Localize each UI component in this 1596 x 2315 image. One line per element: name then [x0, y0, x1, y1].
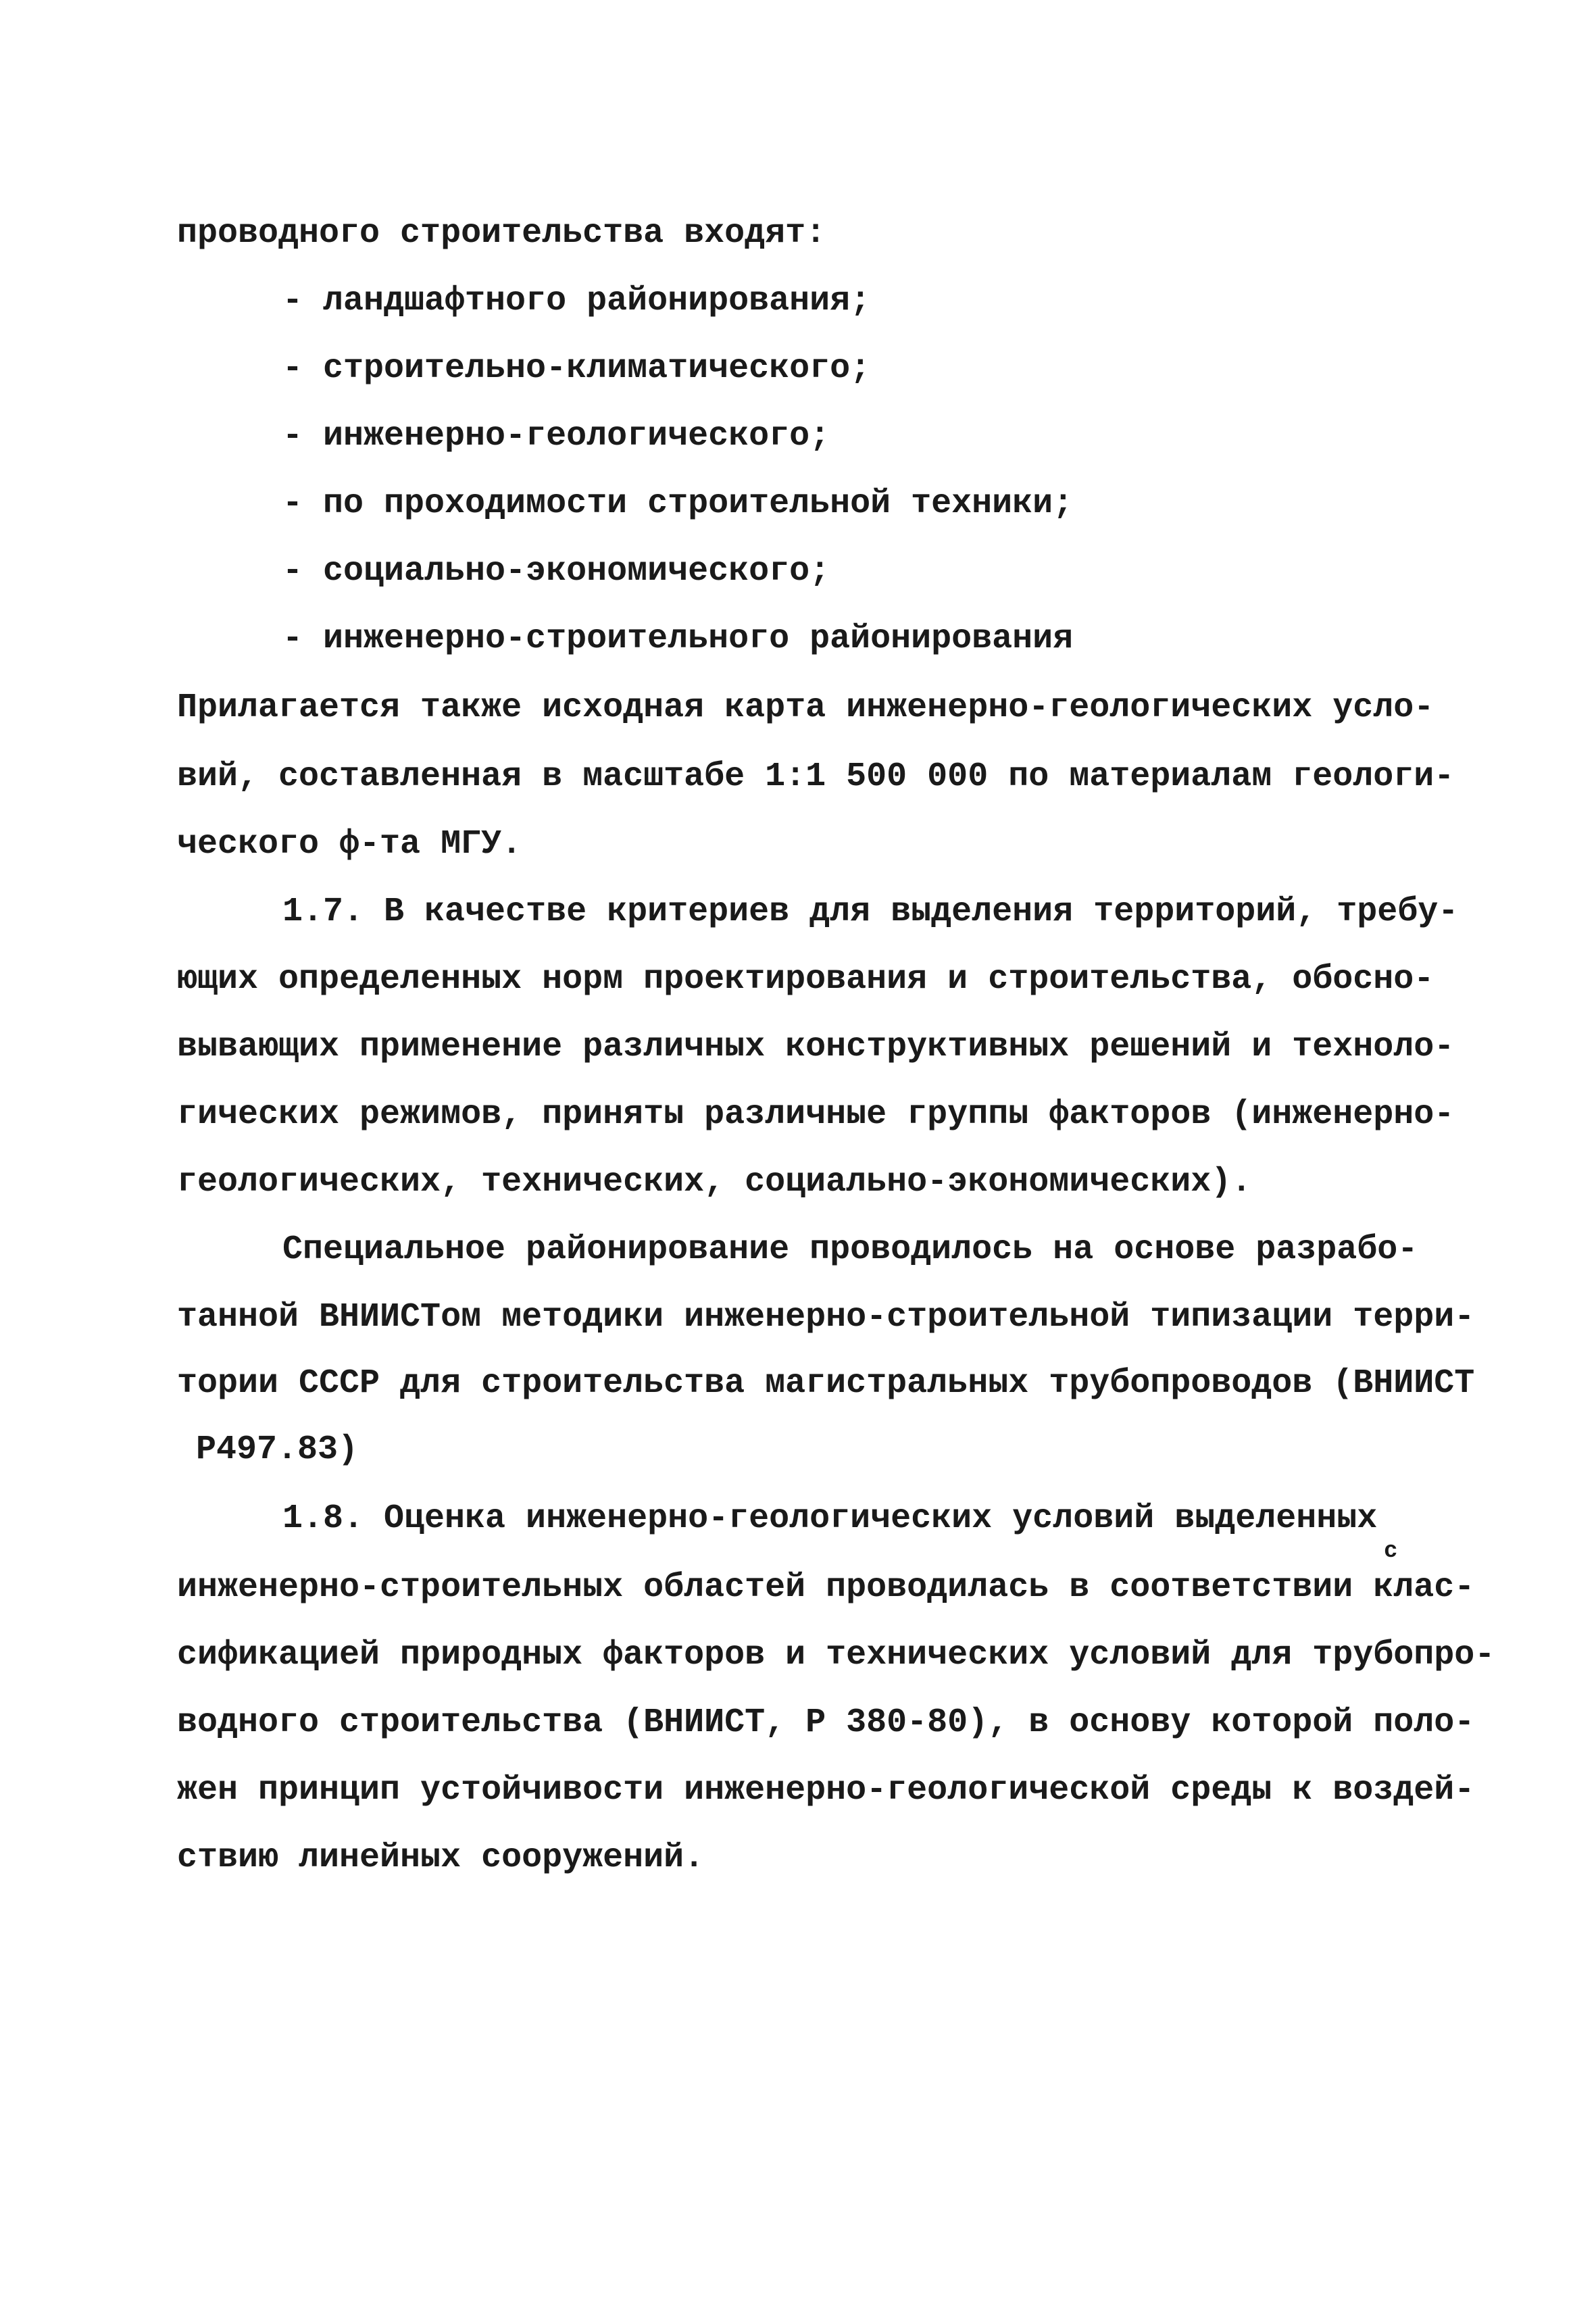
- text-line: танной ВНИИСТом методики инженерно-строительной типизации терри-: [177, 1298, 1475, 1337]
- list-item: - инженерно-строительного районирования: [282, 620, 1074, 658]
- list-item: - по проходимости строительной техники;: [282, 484, 1074, 523]
- text-line: вий, составленная в масштабе 1:1 500 000 по материалам геологи-: [177, 757, 1455, 796]
- text-line: инженерно-строительных областей проводилась в соответствии клас-: [177, 1568, 1475, 1607]
- text-line: ствию линейных сооружений.: [177, 1839, 705, 1877]
- text-line: тории СССР для строительства магистральных трубопроводов (ВНИИСТ: [177, 1364, 1475, 1403]
- text-line: жен принцип устойчивости инженерно-геологической среды к воздей-: [177, 1771, 1475, 1810]
- text-line: Прилагается также исходная карта инженерно-геологических усло-: [177, 689, 1435, 727]
- list-item: - инженерно-геологического;: [282, 417, 830, 455]
- text-line: сификацией природных факторов и технических условий для трубопро-: [177, 1636, 1495, 1674]
- text-line: проводного строительства входят:: [177, 214, 826, 253]
- section-1-8-first-line: 1.8. Оценка инженерно-геологических условий выделенных: [282, 1499, 1378, 1538]
- text-line: геологических, технических, социально-экономических).: [177, 1163, 1252, 1201]
- text-line: гических режимов, приняты различные группы факторов (инженерно-: [177, 1095, 1455, 1134]
- list-item: - строительно-климатического;: [282, 349, 871, 388]
- section-1-7-first-line: 1.7. В качестве критериев для выделения территорий, требу-: [282, 893, 1459, 931]
- list-item: - социально-экономического;: [282, 552, 830, 591]
- text-line: ющих определенных норм проектирования и строительства, обосно-: [177, 960, 1435, 999]
- text-line: вывающих применение различных конструктивных решений и техноло-: [177, 1028, 1455, 1066]
- list-item: - ландшафтного районирования;: [282, 282, 871, 320]
- superscript-correction: с: [1384, 1539, 1398, 1564]
- text-line: ческого ф-та МГУ.: [177, 825, 522, 864]
- text-line: водного строительства (ВНИИСТ, Р 380-80), в основу которой поло-: [177, 1703, 1475, 1742]
- paragraph-first-line: Специальное районирование проводилось на основе разрабо-: [282, 1230, 1418, 1269]
- text-line: Р497.83): [196, 1430, 359, 1469]
